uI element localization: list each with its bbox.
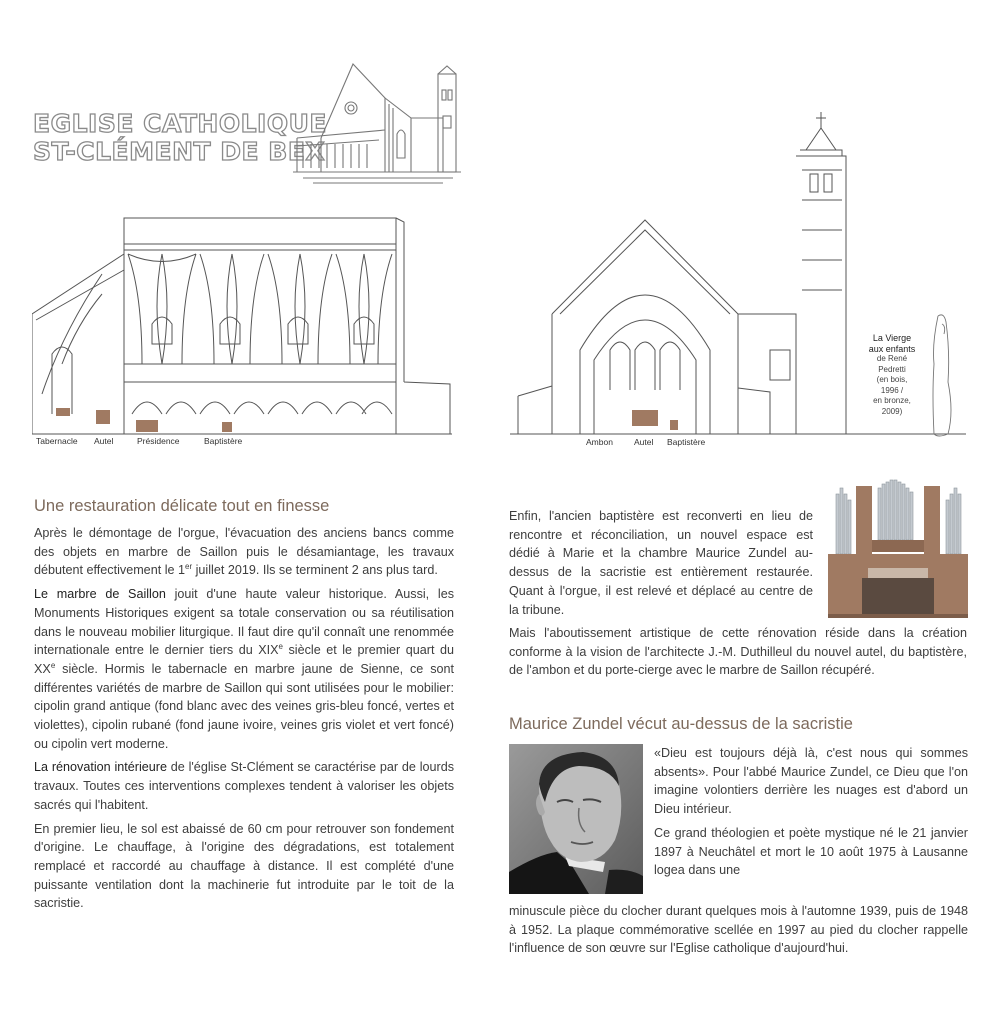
title-line-2: ST-CLÉMENT DE BEX bbox=[33, 137, 326, 166]
label-tabernacle: Tabernacle bbox=[36, 436, 78, 446]
section1-body bbox=[34, 524, 454, 918]
paragraph-8: Ce grand théologien et poète mystique né le 21 janvier 1897 à Neuchâtel et mort le 10 août 1975 à Lausanne logea dans une bbox=[654, 825, 968, 878]
vierge-title-2: aux enfants bbox=[868, 343, 916, 354]
vierge-caption bbox=[862, 333, 922, 417]
paragraph-2-sup-1: e bbox=[278, 642, 283, 652]
vierge-line-4: 1996 / bbox=[880, 385, 904, 395]
paragraph-2 bbox=[34, 585, 454, 753]
vierge-line-5: en bronze, bbox=[873, 396, 911, 405]
vierge-title-1: La Vierge bbox=[872, 333, 912, 343]
paragraph-1 bbox=[34, 524, 454, 580]
paragraph-3-lead: La rénovation intérieure bbox=[34, 760, 167, 775]
paragraph-4: En premier lieu, le sol est abaissé de 60 cm pour retrouver son fondement d'origine. Le chauffage, à l'origine des dégradations, est totalement remplacé et raccordé au chauffage à distance. Il est complété d'une puissante ventilation dont la machinerie fut introduite par le toit de la sacristie. bbox=[34, 821, 454, 911]
vierge-line-2: Pedretti bbox=[878, 364, 906, 374]
paragraph-2-b: siècle et le premier quart du XX bbox=[34, 643, 454, 676]
organ-illustration bbox=[828, 478, 968, 618]
section3-body bbox=[509, 902, 968, 963]
paragraph-2-lead: Le marbre de Saillon bbox=[34, 587, 166, 602]
label-presidence: Présidence bbox=[137, 436, 180, 446]
paragraph-6: Mais l'aboutissement artistique de cette rénovation réside dans la création conforme à la vision de l'architecte J.-M. Duthilleul du nouvel autel, du baptistère, de l'ambon et du porte-cierge avec le marbre de Saillon récupéré. bbox=[509, 626, 967, 678]
section1-heading: Une restauration délicate tout en finesse bbox=[34, 497, 330, 515]
paragraph-1-text: Après le démontage de l'orgue, l'évacuation des anciens bancs comme des objets en marbre de Saillon puis le désamiantage, les travaux débutent effectivement le 1 bbox=[34, 526, 454, 578]
section2-intro bbox=[509, 507, 813, 624]
paragraph-1-end: juillet 2019. Ils se terminent 2 ans plus tard. bbox=[192, 563, 438, 578]
label-autel-left: Autel bbox=[94, 436, 114, 446]
title-line-1: EGLISE CATHOLIQUE bbox=[33, 109, 327, 138]
section3-heading: Maurice Zundel vécut au-dessus de la sacristie bbox=[509, 715, 853, 733]
church-logo-icon bbox=[293, 60, 463, 186]
paragraph-3 bbox=[34, 758, 454, 814]
vierge-line-6: 2009) bbox=[881, 406, 903, 416]
section2-body bbox=[509, 624, 967, 685]
page-title bbox=[33, 109, 327, 166]
nave-section-drawing bbox=[32, 214, 452, 438]
paragraph-7: «Dieu est toujours déjà là, c'est nous qui sommes absents». Pour l'abbé Maurice Zundel, ce Dieu que l'on imagine volontiers derrière les nuages est d'abord un Dieu intérieur. bbox=[654, 746, 968, 817]
label-ambon: Ambon bbox=[586, 437, 613, 447]
vierge-line-3: (en bois, bbox=[876, 375, 908, 384]
paragraph-2-c: siècle. Hormis le tabernacle en marbre jaune de Sienne, ce sont différentes variétés de marbre de Saillon qui sont utilisées pour le mobilier: cipolin grand antique (fond blanc avec des veines gris-bleu foncé, vertes et violettes), cipolin rubané (fond jaune ivoire, veines gris violet et vert foncé) ou cipolin vert moderne. bbox=[34, 661, 454, 751]
paragraph-5: Enfin, l'ancien baptistère est reconverti en lieu de rencontre et réconciliation, un nouvel espace est dédié à Marie et la chambre Maurice Zundel au-dessus de la sacristie est entièrement restaurée. Quant à l'orgue, il est relevé et déplacé au centre de la tribune. bbox=[509, 509, 813, 617]
label-autel-right: Autel bbox=[634, 437, 654, 447]
vierge-line-1: de René bbox=[876, 354, 908, 363]
label-baptistere-left: Baptistère bbox=[204, 436, 243, 446]
paragraph-9: minuscule pièce du clocher durant quelques mois à l'automne 1939, puis de 1948 à 1952. La plaque commémorative scellée en 1997 au pied du clocher rappelle l'influence de son œuvre sur l'Eglise catholique d'aujourd'hui. bbox=[509, 904, 968, 956]
label-baptistere-right: Baptistère bbox=[667, 437, 706, 447]
section3-intro bbox=[654, 744, 968, 880]
paragraph-1-sup: er bbox=[185, 562, 193, 572]
paragraph-3-text: de l'église St-Clément se caractérise par de lourds travaux. Toutes ces interventions complexes tendent à valoriser les objets sacrés qui l'habitent. bbox=[34, 760, 455, 812]
maurice-zundel-portrait bbox=[509, 744, 643, 894]
paragraph-2-a: jouit d'une haute valeur historique. Aussi, les Monuments Historiques exigent sa totale conservation ou sa réutilisation dans le nouveau mobilier liturgique. Il faut dire qu'il connaît une renommée internationale entre le dernier tiers du XIX bbox=[34, 587, 454, 658]
paragraph-2-sup-2: e bbox=[50, 660, 56, 670]
